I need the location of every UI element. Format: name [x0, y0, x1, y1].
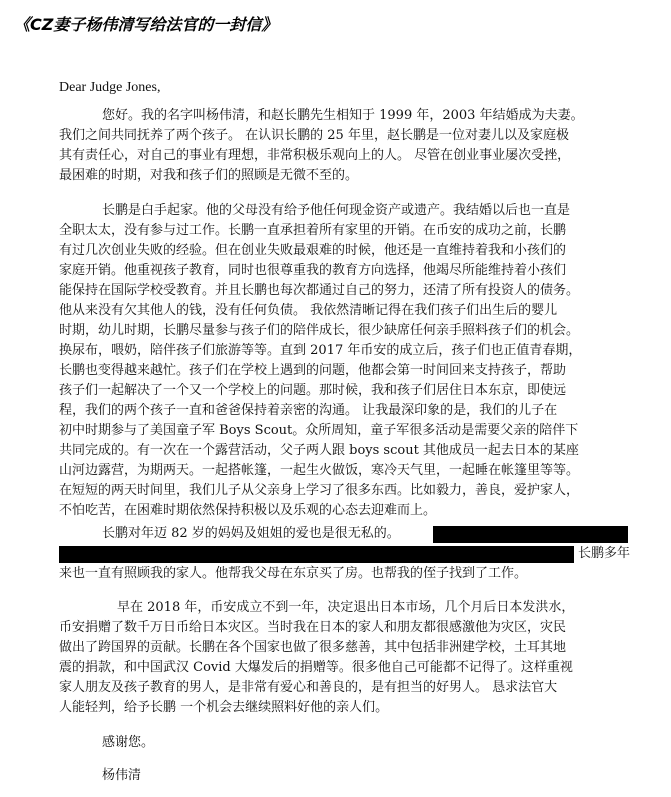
paragraph-1-line: 我们之间共同抚养了两个孩子。 在认识长鹏的 25 年里，赵长鹏是一位对妻儿以及家庭极	[59, 128, 569, 143]
paragraph-4-line: 震的捐款，和中国武汉 Covid 大爆发后的捐赠等。很多他自己可能都不记得了。这样重视	[59, 660, 573, 675]
paragraph-1-line: 您好。我的名字叫杨伟清，和赵长鹏先生相知于 1999 年，2003 年结婚成为夫妻。	[102, 108, 584, 123]
paragraph-2-line: 山河边露营，为期两天。一起搭帐篷，一起生火做饭，寒冷天气里，一起睡在帐篷里等等。	[59, 463, 580, 478]
paragraph-2-line: 能保持在国际学校受教育。并且长鹏也每次都通过自己的努力，还清了所有投资人的债务。	[59, 283, 580, 298]
paragraph-3-line: 来也一直有照顾我的家人。他帮我父母在东京买了房。也帮我的侄子找到了工作。	[59, 566, 528, 581]
paragraph-4-line: 做出了跨国界的贡献。长鹏在各个国家也做了很多慈善，其中包括非洲建学校，土耳其地	[59, 640, 567, 655]
paragraph-2-line: 孩子们一起解决了一个又一个学校上的问题。那时候，我和孩子们居住日本东京，即使远	[59, 383, 567, 398]
paragraph-1-line: 其有责任心，对自己的事业有理想，非常积极乐观向上的人。 尽管在创业事业屡次受挫，	[59, 148, 571, 163]
paragraph-2-line: 有过几次创业失败的经验。但在创业失败最艰难的时候，他还是一直维持着我和小孩们的	[59, 243, 567, 258]
paragraph-2-line: 初中时期参与了美国童子军 Boys Scout。众所周知，童子军很多活动是需要父亲的陪伴下	[59, 423, 579, 438]
paragraph-2-line: 全职太太，没有参与过工作。长鹏一直承担着所有家里的开销。在币安的成功之前，长鹏	[59, 223, 567, 238]
page-title: 《CZ妻子杨伟清写给法官的一封信》	[14, 15, 278, 34]
letter-closing: 感谢您。	[102, 735, 155, 750]
paragraph-1-line: 最困难的时期，对我和孩子们的照顾是无微不至的。	[59, 168, 359, 183]
paragraph-3-line: 长鹏多年	[578, 546, 631, 561]
paragraph-2-line: 共同完成的。有一次在一个露营活动，父子两人跟 boys scout 其他成员一起去日本的某座	[59, 443, 579, 458]
paragraph-2-line: 家庭开销。他重视孩子教育，同时也很尊重我的教育方向选择，他竭尽所能维持着小孩们	[59, 263, 567, 278]
paragraph-4-line: 币安捐赠了数千万日币给日本灾区。当时我在日本的家人和朋友都很感激他为灾区，灾民	[59, 620, 567, 635]
paragraph-2-line: 长鹏是白手起家。他的父母没有给予他任何现金资产或遗产。我结婚以后也一直是	[102, 203, 571, 218]
redaction-block	[433, 526, 628, 543]
paragraph-4-line: 早在 2018 年，币安成立不到一年，决定退出日本市场，几个月后日本发洪水，	[117, 600, 575, 615]
paragraph-2-line: 长鹏也变得越来越忙。孩子们在学校上遇到的问题，他都会第一时间回来支持孩子，帮助	[59, 363, 567, 378]
paragraph-3-line: 长鹏对年迈 82 岁的妈妈及姐姐的爱也是很无私的。	[102, 526, 400, 541]
paragraph-2-line: 不怕吃苦，在困难时期依然保持积极以及乐观的心态去迎难而上。	[59, 503, 437, 518]
paragraph-2-line: 他从来没有欠其他人的钱，没有任何负债。 我依然清晰记得在我们孩子们出生后的婴儿	[59, 303, 558, 318]
letter-signature: 杨伟清	[102, 768, 142, 783]
paragraph-4-line: 人能轻判，给予长鹏 一个机会去继续照料好他的亲人们。	[59, 700, 389, 715]
letter-greeting: Dear Judge Jones,	[59, 80, 161, 95]
paragraph-2-line: 在短短的两天时间里，我们儿子从父亲身上学习了很多东西。比如毅力，善良，爱护家人，	[59, 483, 580, 498]
redaction-block	[59, 546, 574, 563]
paragraph-2-line: 换尿布，喂奶，陪伴孩子们旅游等等。直到 2017 年币安的成立后，孩子们也正值青春期，	[59, 343, 582, 358]
paragraph-2-line: 时期，幼儿时期，长鹏尽量参与孩子们的陪伴成长，很少缺席任何亲手照料孩子们的机会。	[59, 323, 580, 338]
paragraph-2-line: 程，我们的两个孩子一直和爸爸保持着亲密的沟通。 让我最深印象的是，我们的儿子在	[59, 403, 558, 418]
paragraph-4-line: 家人朋友及孩子教育的男人，是非常有爱心和善良的，是有担当的好男人。 恳求法官大	[59, 680, 558, 695]
